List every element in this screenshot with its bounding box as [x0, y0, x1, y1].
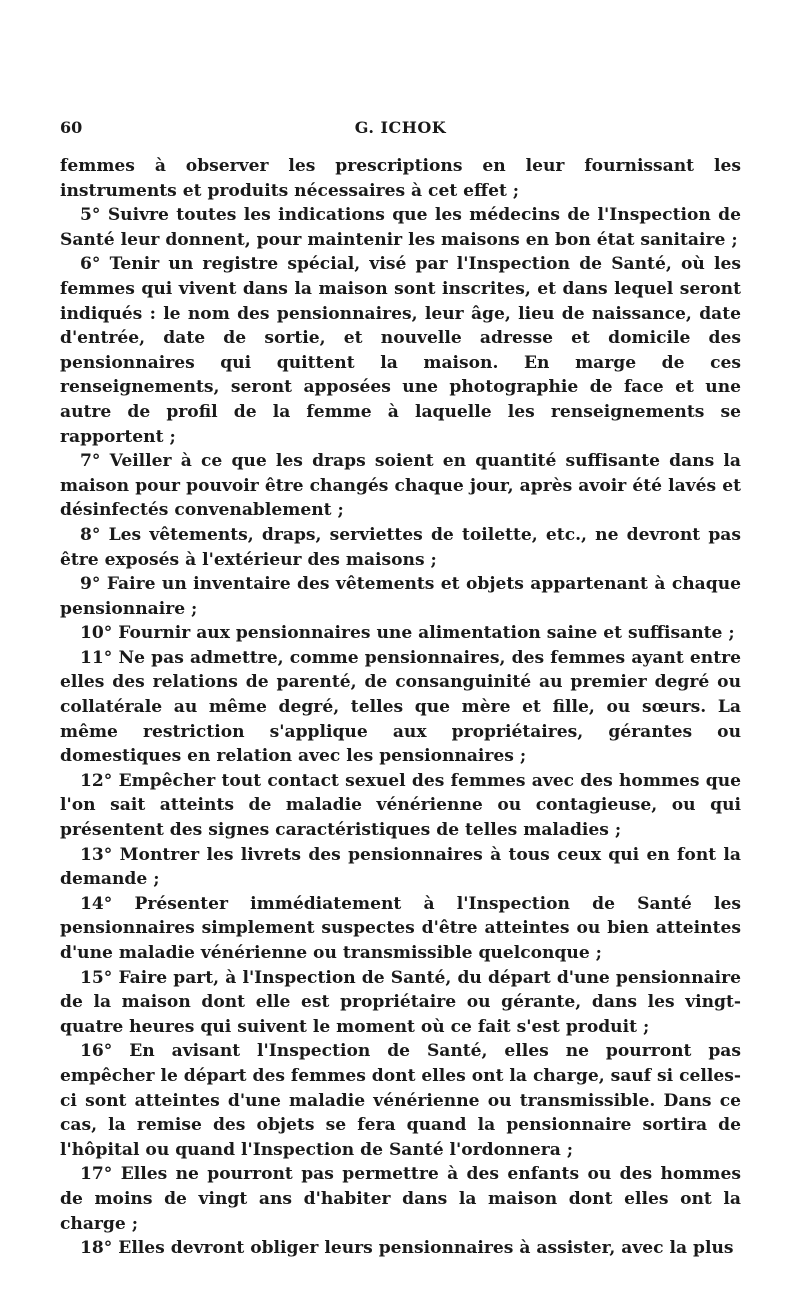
list-item-13: 13° Montrer les livrets des pensionnaires à tous ceux qui en font la demande ;: [60, 844, 741, 890]
running-head: [60, 118, 741, 146]
list-item-16: 16° En avisant l'Inspection de Santé, elles ne pourront pas empêcher le départ des femmes dont elles ont la charge, sauf si celles-ci sont atteintes d'une maladie vénérienne ou transmissible. Dans ce cas, la remise des objets se fera quand la pensionnaire sortira de l'hôpital ou quand l'Inspection de Santé l'ordonnera ;: [60, 1041, 741, 1160]
body-text: [60, 154, 741, 1261]
book-page: [60, 118, 741, 1261]
list-item-11: 11° Ne pas admettre, comme pensionnaires, des femmes ayant entre elles des relations de parenté, de consanguinité au premier degré ou collatérale au même degré, telles que mère et fille, ou sœurs. La même restriction s'applique aux propriétaires, gérantes ou domestiques en relation avec les pensionnaires ;: [60, 647, 741, 767]
page-number: 60: [60, 118, 83, 137]
list-item-9: 9° Faire un inventaire des vêtements et objets appartenant à chaque pensionnaire ;: [60, 574, 741, 619]
list-item-15: 15° Faire part, à l'Inspection de Santé, du départ d'une pensionnaire de la maison dont elle est propriétaire ou gérante, dans les vingt-quatre heures qui suivent le moment où ce fait s'est produit ;: [60, 967, 741, 1037]
list-item-14: 14° Présenter immédiatement à l'Inspection de Santé les pensionnaires simplement suspectes d'être atteintes ou bien atteintes d'une maladie vénérienne ou transmissible quelconque ;: [60, 893, 741, 963]
paragraph-continuation: femmes à observer les prescriptions en leur fournissant les instruments et produits nécessaires à cet effet ;: [60, 156, 741, 201]
list-item-17: 17° Elles ne pourront pas permettre à des enfants ou des hommes de moins de vingt ans d'habiter dans la maison dont elles ont la charge ;: [60, 1164, 741, 1234]
list-item-5: 5° Suivre toutes les indications que les médecins de l'Inspection de Santé leur donnent, pour maintenir les maisons en bon état sanitaire ;: [60, 205, 741, 250]
list-item-6: 6° Tenir un registre spécial, visé par l'Inspection de Santé, où les femmes qui vivent dans la maison sont inscrites, et dans lequel seront indiqués : le nom des pensionnaires, leur âge, lieu de naissance, date d'entrée, date de sortie, et nouvelle adresse et domicile des pensionnaires qui quittent la maison. En marge de ces renseignements, seront apposées une photographie de face et une autre de profil de la femme à laquelle les renseignements se rapportent ;: [60, 254, 741, 447]
list-item-7: 7° Veiller à ce que les draps soient en quantité suffisante dans la maison pour pouvoir être changés chaque jour, après avoir été lavés et désinfectés convenablement ;: [60, 451, 741, 521]
list-item-12: 12° Empêcher tout contact sexuel des femmes avec des hommes que l'on sait atteints de maladie vénérienne ou contagieuse, ou qui présentent des signes caractéristiques de telles maladies ;: [60, 770, 741, 841]
list-item-18: 18° Elles devront obliger leurs pensionnaires à assister, avec la plus: [80, 1238, 734, 1259]
running-head-author: G. ICHOK: [354, 118, 447, 137]
list-item-8: 8° Les vêtements, draps, serviettes de toilette, etc., ne devront pas être exposés à l'extérieur des maisons ;: [60, 524, 741, 570]
list-item-10: 10° Fournir aux pensionnaires une alimentation saine et suffisante ;: [80, 623, 735, 644]
